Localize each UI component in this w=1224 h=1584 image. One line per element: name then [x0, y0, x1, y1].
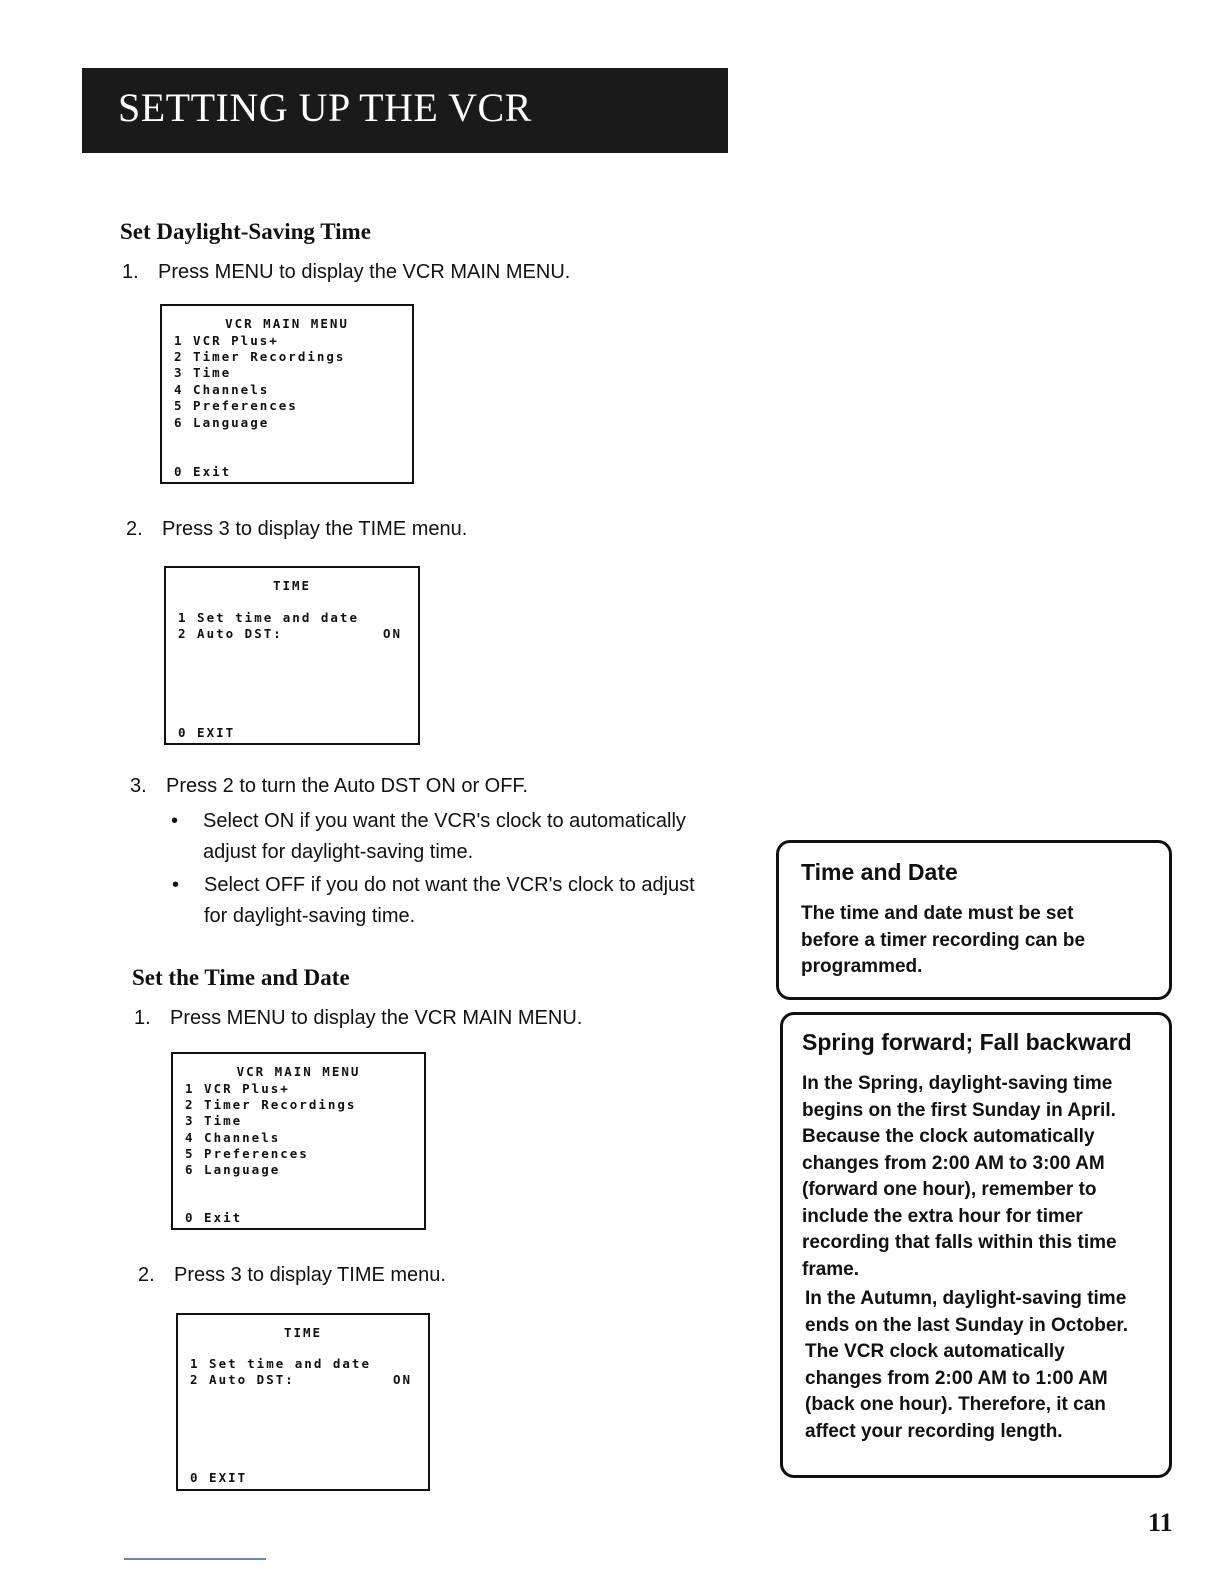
dst-bullet-off [172, 870, 695, 932]
sidebar-line: (back one hour). Therefore, it can [805, 1394, 1106, 1415]
menu-item: 2 Timer Recordings [174, 349, 346, 364]
step-number: 1. [134, 1007, 151, 1029]
step-number: 2. [138, 1264, 155, 1286]
section-title-time-date: Set the Time and Date [132, 965, 350, 990]
step-text: Press MENU to display the VCR MAIN MENU. [158, 261, 571, 283]
menu-item: 1 VCR Plus+ [185, 1081, 290, 1096]
menu-item: 5 Preferences [174, 398, 298, 413]
screen-title: TIME [283, 1325, 323, 1340]
dst-step-3 [130, 775, 528, 798]
step-text: Press MENU to display the VCR MAIN MENU. [170, 1007, 583, 1029]
auto-dst-value: ON [383, 626, 403, 641]
step-number: 1. [122, 261, 139, 283]
sidebar-line: Because the clock automatically [802, 1126, 1095, 1147]
time-item-auto-dst: 2 Auto DST: [190, 1372, 295, 1387]
bullet-line: adjust for daylight-saving time. [203, 841, 474, 863]
screen-title: VCR MAIN MENU [236, 1064, 361, 1079]
menu-item: 1 VCR Plus+ [174, 333, 279, 348]
sidebar-line: begins on the first Sunday in April. [802, 1099, 1116, 1121]
sidebar-line: The time and date must be set [801, 903, 1074, 924]
time-item-set: 1 Set time and date [178, 610, 359, 625]
sidebar-line: programmed. [801, 956, 923, 977]
vcr-main-menu-screen [160, 304, 414, 484]
sidebar-time-and-date [776, 840, 1172, 1000]
sidebar-line: The VCR clock automatically [805, 1341, 1065, 1362]
menu-item: 3 Time [174, 365, 232, 380]
dst-step-1 [122, 261, 570, 284]
menu-item: 2 Timer Recordings [185, 1097, 357, 1112]
sidebar-title: Time and Date [801, 859, 958, 885]
section-title-dst: Set Daylight-Saving Time [120, 219, 371, 244]
sidebar-line: (forward one hour), remember to [802, 1179, 1097, 1200]
screen-title: VCR MAIN MENU [225, 316, 349, 331]
sidebar-paragraph-autumn [805, 1286, 1128, 1445]
bullet-line: Select OFF if you do not want the VCR's clock to adjust [204, 874, 695, 896]
menu-item: 6 Language [174, 415, 270, 430]
menu-item: 4 Channels [185, 1130, 281, 1145]
sidebar-line: In the Spring, daylight-saving time [802, 1073, 1113, 1094]
menu-item: 6 Language [185, 1162, 281, 1177]
time-date-step-2 [138, 1264, 446, 1287]
sidebar-line: before a timer recording can be [801, 929, 1086, 951]
bullet-line: Select ON if you want the VCR's clock to automatically [203, 810, 686, 832]
menu-exit: 0 Exit [185, 1210, 243, 1225]
time-item-set: 1 Set time and date [190, 1356, 371, 1371]
banner-title: SETTING UP THE VCR [118, 85, 532, 130]
menu-exit: 0 EXIT [178, 725, 236, 740]
sidebar-line: ends on the last Sunday in October. [805, 1314, 1129, 1336]
menu-item: 4 Channels [174, 382, 270, 397]
sidebar-text [801, 901, 1085, 981]
dst-step-2 [126, 518, 467, 541]
dst-bullet-on [171, 806, 686, 868]
step-number: 3. [130, 775, 147, 797]
screen-title: TIME [272, 578, 312, 593]
bullet-line: for daylight-saving time. [204, 905, 416, 927]
time-menu-screen-2 [176, 1313, 430, 1491]
sidebar-line: changes from 2:00 AM to 3:00 AM [802, 1152, 1105, 1174]
footer-rule [124, 1558, 266, 1560]
sidebar-line: affect your recording length. [805, 1420, 1063, 1442]
sidebar-line: changes from 2:00 AM to 1:00 AM [805, 1367, 1108, 1389]
time-menu-screen [164, 566, 420, 745]
time-item-auto-dst: 2 Auto DST: [178, 626, 283, 641]
menu-exit: 0 EXIT [190, 1470, 248, 1485]
sidebar-line: frame. [802, 1258, 860, 1280]
bullet-symbol: • [172, 874, 180, 896]
menu-exit: 0 Exit [174, 464, 232, 479]
sidebar-line: include the extra hour for timer [802, 1205, 1083, 1227]
page-number: 11 [1148, 1508, 1173, 1537]
bullet-symbol: • [171, 810, 179, 832]
step-text: Press 3 to display TIME menu. [174, 1264, 446, 1286]
sidebar-line: In the Autumn, daylight-saving time [805, 1288, 1127, 1309]
menu-item: 3 Time [185, 1113, 243, 1128]
step-text: Press 2 to turn the Auto DST ON or OFF. [166, 775, 528, 797]
step-text: Press 3 to display the TIME menu. [162, 518, 468, 540]
vcr-main-menu-screen-2 [171, 1052, 426, 1230]
sidebar-line: recording that falls within this time [802, 1232, 1117, 1253]
menu-item: 5 Preferences [185, 1146, 309, 1161]
sidebar-paragraph-spring [802, 1071, 1117, 1283]
auto-dst-value: ON [393, 1372, 413, 1387]
step-number: 2. [126, 518, 143, 540]
header-banner [82, 68, 728, 153]
sidebar-title: Spring forward; Fall backward [802, 1029, 1132, 1055]
sidebar-spring-forward [780, 1012, 1172, 1478]
time-date-step-1 [134, 1007, 582, 1030]
